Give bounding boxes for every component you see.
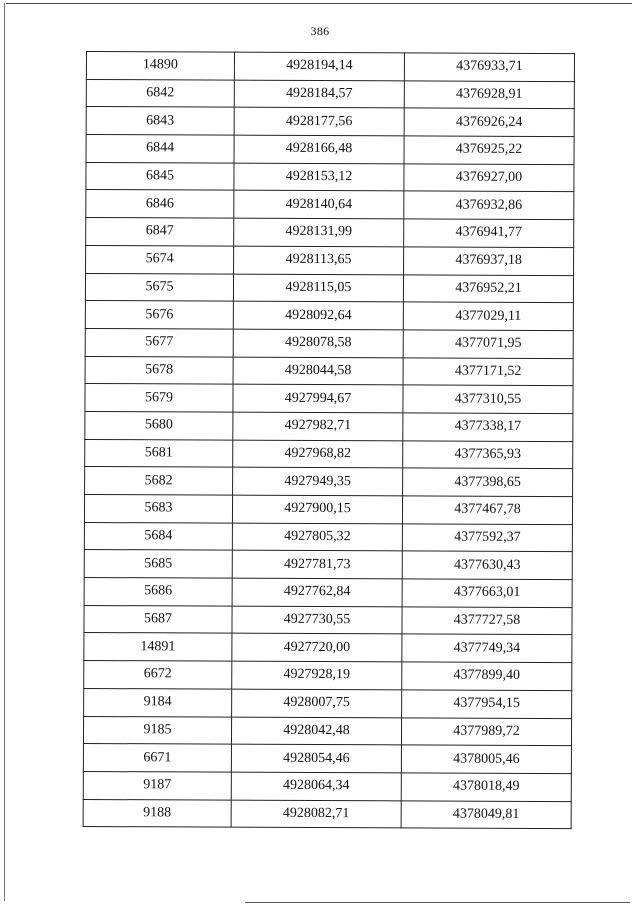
point-number-cell: 9185 <box>83 716 231 744</box>
y-coordinate-cell: 4377630,43 <box>402 551 572 579</box>
y-coordinate-cell: 4376927,00 <box>404 164 574 192</box>
point-number-cell: 6843 <box>86 107 234 135</box>
table-row <box>85 273 573 303</box>
y-coordinate-cell: 4376941,77 <box>404 219 574 247</box>
x-coordinate-cell: 4928153,12 <box>234 163 404 191</box>
y-coordinate-cell: 4377310,55 <box>403 385 573 413</box>
x-coordinate-cell: 4927994,67 <box>233 384 403 412</box>
y-coordinate-cell: 4377727,58 <box>402 607 572 635</box>
point-number-cell: 5674 <box>86 245 234 273</box>
point-number-cell: 5686 <box>84 578 232 606</box>
top-edge-line <box>6 3 632 4</box>
point-number-cell: 6846 <box>86 190 234 218</box>
x-coordinate-cell: 4927900,15 <box>232 495 402 523</box>
x-coordinate-cell: 4927730,55 <box>232 606 402 634</box>
x-coordinate-cell: 4927928,19 <box>232 661 402 689</box>
x-coordinate-cell: 4928042,48 <box>231 717 401 745</box>
y-coordinate-cell: 4377592,37 <box>402 524 572 552</box>
table-row <box>86 79 574 109</box>
page-number: 386 <box>310 24 330 38</box>
point-number-cell: 5682 <box>85 467 233 495</box>
y-coordinate-cell: 4377989,72 <box>401 717 571 745</box>
y-coordinate-cell: 4378049,81 <box>401 800 571 828</box>
x-coordinate-cell: 4927781,73 <box>232 551 402 579</box>
point-number-cell: 5685 <box>84 550 232 578</box>
point-number-cell: 5681 <box>85 439 233 467</box>
point-number-cell: 14890 <box>86 52 234 80</box>
x-coordinate-cell: 4928115,05 <box>233 274 403 302</box>
table-row <box>86 107 574 137</box>
point-number-cell: 6844 <box>86 135 234 163</box>
x-coordinate-cell: 4928184,57 <box>234 80 404 108</box>
point-number-cell: 5687 <box>84 605 232 633</box>
table-row <box>85 384 573 414</box>
y-coordinate-cell: 4377365,93 <box>403 441 573 469</box>
table-row <box>83 744 571 774</box>
x-coordinate-cell: 4928140,64 <box>234 191 404 219</box>
x-coordinate-cell: 4928007,75 <box>232 689 402 717</box>
y-coordinate-cell: 4377029,11 <box>403 302 573 330</box>
table-row <box>83 799 571 829</box>
point-number-cell: 6671 <box>83 744 231 772</box>
point-number-cell: 5675 <box>85 273 233 301</box>
x-coordinate-cell: 4927762,84 <box>232 578 402 606</box>
y-coordinate-cell: 4377071,95 <box>403 330 573 358</box>
point-number-cell: 6847 <box>86 218 234 246</box>
point-number-cell: 14891 <box>84 633 232 661</box>
table-row <box>85 439 573 469</box>
table-row <box>85 328 573 358</box>
y-coordinate-cell: 4377467,78 <box>402 496 572 524</box>
x-coordinate-cell: 4928113,65 <box>234 246 404 274</box>
table-row <box>86 52 574 82</box>
x-coordinate-cell: 4927968,82 <box>233 440 403 468</box>
point-number-cell: 5677 <box>85 328 233 356</box>
y-coordinate-cell: 4376925,22 <box>404 136 574 164</box>
table-row <box>86 135 574 165</box>
x-coordinate-cell: 4928092,64 <box>233 301 403 329</box>
y-coordinate-cell: 4378018,49 <box>401 773 571 801</box>
coordinates-table <box>83 51 575 829</box>
y-coordinate-cell: 4376952,21 <box>403 274 573 302</box>
point-number-cell: 9188 <box>83 799 231 827</box>
x-coordinate-cell: 4928166,48 <box>234 135 404 163</box>
table-row <box>86 162 574 192</box>
table-row <box>85 356 573 386</box>
left-edge-line <box>4 3 5 901</box>
table-row <box>83 771 571 801</box>
x-coordinate-cell: 4927982,71 <box>233 412 403 440</box>
table-row <box>84 688 572 718</box>
table-row <box>84 578 572 608</box>
x-coordinate-cell: 4928078,58 <box>233 329 403 357</box>
point-number-cell: 5684 <box>84 522 232 550</box>
table-row <box>85 301 573 331</box>
bottom-edge-line <box>245 902 630 903</box>
point-number-cell: 5678 <box>85 356 233 384</box>
table-row <box>83 716 571 746</box>
x-coordinate-cell: 4927949,35 <box>233 467 403 495</box>
point-number-cell: 5676 <box>85 301 233 329</box>
y-coordinate-cell: 4378005,46 <box>401 745 571 773</box>
coordinates-table-body <box>83 52 574 829</box>
y-coordinate-cell: 4377171,52 <box>403 357 573 385</box>
point-number-cell: 6842 <box>86 79 234 107</box>
x-coordinate-cell: 4928194,14 <box>234 52 404 80</box>
point-number-cell: 5680 <box>85 411 233 439</box>
x-coordinate-cell: 4928131,99 <box>234 218 404 246</box>
table-row <box>84 661 572 691</box>
table-row <box>84 522 572 552</box>
table-row <box>86 245 574 275</box>
table-row <box>84 605 572 635</box>
x-coordinate-cell: 4928177,56 <box>234 108 404 136</box>
point-number-cell: 5679 <box>85 384 233 412</box>
x-coordinate-cell: 4928082,71 <box>231 800 401 828</box>
point-number-cell: 6672 <box>84 661 232 689</box>
x-coordinate-cell: 4928054,46 <box>231 744 401 772</box>
y-coordinate-cell: 4377749,34 <box>402 634 572 662</box>
y-coordinate-cell: 4377663,01 <box>402 579 572 607</box>
table-row <box>84 633 572 663</box>
point-number-cell: 5683 <box>84 494 232 522</box>
y-coordinate-cell: 4377398,65 <box>403 468 573 496</box>
y-coordinate-cell: 4377954,15 <box>402 690 572 718</box>
table-row <box>84 494 572 524</box>
point-number-cell: 6845 <box>86 162 234 190</box>
point-number-cell: 9184 <box>84 688 232 716</box>
x-coordinate-cell: 4928064,34 <box>231 772 401 800</box>
y-coordinate-cell: 4376937,18 <box>404 247 574 275</box>
y-coordinate-cell: 4377899,40 <box>402 662 572 690</box>
table-row <box>86 218 574 248</box>
point-number-cell: 9187 <box>83 771 231 799</box>
table-row <box>85 467 573 497</box>
table-row <box>86 190 574 220</box>
y-coordinate-cell: 4376933,71 <box>404 53 574 81</box>
y-coordinate-cell: 4376926,24 <box>404 108 574 136</box>
table-row <box>84 550 572 580</box>
table-row <box>85 411 573 441</box>
y-coordinate-cell: 4376928,91 <box>404 81 574 109</box>
y-coordinate-cell: 4376932,86 <box>404 191 574 219</box>
x-coordinate-cell: 4927720,00 <box>232 634 402 662</box>
x-coordinate-cell: 4927805,32 <box>232 523 402 551</box>
y-coordinate-cell: 4377338,17 <box>403 413 573 441</box>
x-coordinate-cell: 4928044,58 <box>233 357 403 385</box>
